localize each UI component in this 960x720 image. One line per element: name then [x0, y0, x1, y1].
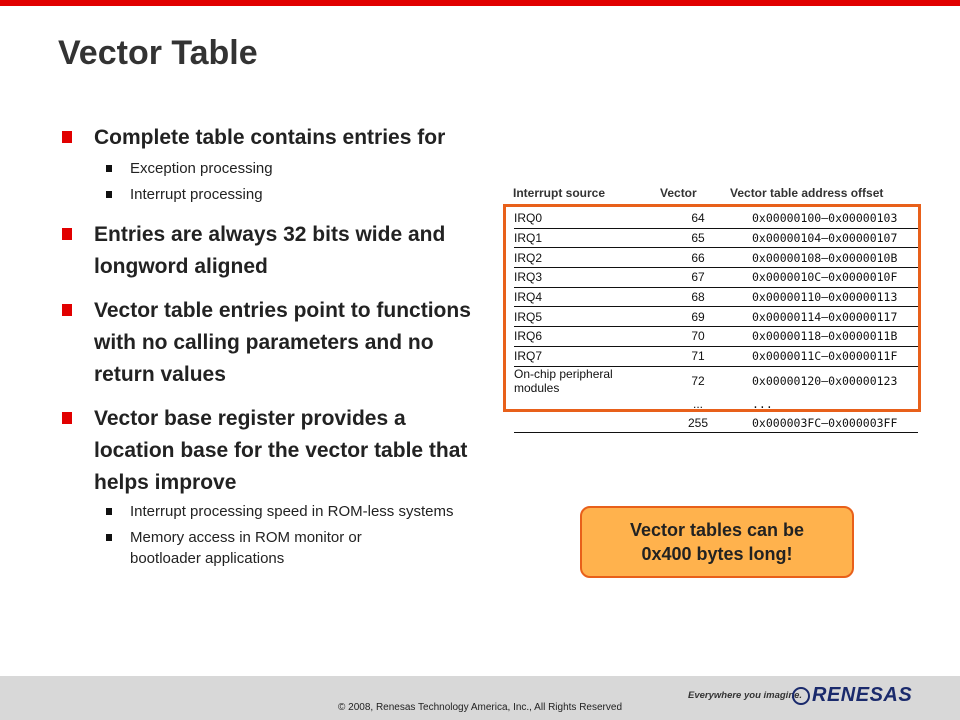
renesas-logo — [792, 684, 912, 707]
table-row — [514, 287, 918, 307]
bullet-square-icon — [62, 131, 72, 143]
sub-bullet-item — [94, 184, 502, 205]
table-row — [514, 268, 918, 288]
source-cell: IRQ0 — [514, 209, 654, 228]
offset-cell: 0x00000108–0x0000010B — [742, 248, 918, 268]
sub-bullet-text: Exception processing — [130, 160, 273, 177]
sub-bullet-square-icon — [106, 508, 112, 515]
table-row — [514, 413, 918, 432]
vector-table-box — [503, 204, 921, 430]
table-row — [514, 346, 918, 366]
offset-cell: 0x00000114–0x00000117 — [742, 307, 918, 327]
source-cell: IRQ4 — [514, 287, 654, 307]
sub-bullet-item — [94, 527, 430, 569]
tagline-text: Everywhere you imagine. — [688, 690, 803, 701]
bullet-item — [62, 122, 502, 154]
offset-cell: 0x00000110–0x00000113 — [742, 287, 918, 307]
table-row — [514, 248, 918, 268]
sub-bullet-item — [94, 158, 502, 179]
bullet-square-icon — [62, 412, 72, 424]
sub-bullet-square-icon — [106, 191, 112, 198]
source-cell: IRQ6 — [514, 327, 654, 347]
offset-cell: 0x00000100–0x00000103 — [742, 209, 918, 228]
logo-mark-icon — [792, 687, 810, 705]
sub-bullet-text: Memory access in ROM monitor or bootloader applications — [130, 529, 362, 567]
callout-line: Vector tables can be — [629, 520, 805, 540]
header-interrupt-source: Interrupt source — [513, 186, 606, 200]
bullet-square-icon — [62, 304, 72, 316]
copyright-text: © 2008, Renesas Technology America, Inc., All Rights Reserved — [338, 702, 622, 713]
vector-cell: 66 — [654, 248, 742, 268]
table-row — [514, 327, 918, 347]
sub-bullet-square-icon — [106, 165, 112, 172]
bullet-list — [62, 122, 502, 574]
source-cell: IRQ3 — [514, 268, 654, 288]
vector-cell: 69 — [654, 307, 742, 327]
sub-bullet-text: Interrupt processing — [130, 186, 263, 203]
offset-cell: ... — [752, 396, 773, 411]
callout-box — [580, 506, 854, 578]
bullet-text: Complete table contains entries for — [94, 126, 446, 149]
source-cell — [514, 395, 654, 414]
vector-cell: ... — [692, 396, 703, 411]
source-cell: IRQ2 — [514, 248, 654, 268]
top-accent-bar — [0, 0, 960, 6]
bullet-text: Entries are always 32 bits wide and longword aligned — [94, 223, 446, 278]
bullet-item — [62, 295, 484, 391]
bullet-item — [62, 403, 486, 499]
offset-cell: 0x00000118–0x0000011B — [742, 327, 918, 347]
source-cell: IRQ1 — [514, 228, 654, 248]
vector-cell: 70 — [654, 327, 742, 347]
table-row — [514, 228, 918, 248]
bullet-text: Vector table entries point to functions with no calling parameters and no return values — [94, 299, 471, 386]
vector-cell: 71 — [654, 346, 742, 366]
source-cell: On-chip peripheral modules — [514, 366, 613, 395]
table-row — [514, 395, 918, 414]
offset-cell: 0x0000010C–0x0000010F — [742, 268, 918, 288]
vector-cell: 67 — [654, 268, 742, 288]
callout-line: 0x400 bytes long! — [641, 544, 793, 564]
logo-text: RENESAS — [812, 684, 913, 706]
header-address-offset: Vector table address offset — [730, 186, 884, 200]
bullet-item — [62, 219, 464, 283]
source-cell — [514, 413, 654, 432]
offset-cell: 0x0000011C–0x0000011F — [742, 346, 918, 366]
offset-cell: 0x000003FC–0x000003FF — [742, 413, 918, 432]
source-cell: IRQ5 — [514, 307, 654, 327]
vector-cell: 255 — [654, 413, 742, 432]
sub-bullet-square-icon — [106, 534, 112, 541]
header-vector: Vector — [660, 186, 697, 200]
vector-cell: 65 — [654, 228, 742, 248]
table-row — [514, 307, 918, 327]
sub-bullet-text: Interrupt processing speed in ROM-less systems — [130, 503, 454, 520]
bullet-text: Vector base register provides a location base for the vector table that helps improve — [94, 407, 468, 494]
offset-cell: 0x00000104–0x00000107 — [742, 228, 918, 248]
source-cell: IRQ7 — [514, 346, 654, 366]
vector-cell: 72 — [691, 373, 705, 388]
vector-cell: 64 — [654, 209, 742, 228]
offset-cell: 0x00000120–0x00000123 — [752, 373, 898, 388]
table-row — [514, 209, 918, 228]
slide-title: Vector Table — [58, 34, 258, 72]
vector-cell: 68 — [654, 287, 742, 307]
vector-table — [514, 209, 918, 433]
table-row — [514, 366, 918, 395]
sub-bullet-item — [94, 501, 470, 522]
bullet-square-icon — [62, 228, 72, 240]
